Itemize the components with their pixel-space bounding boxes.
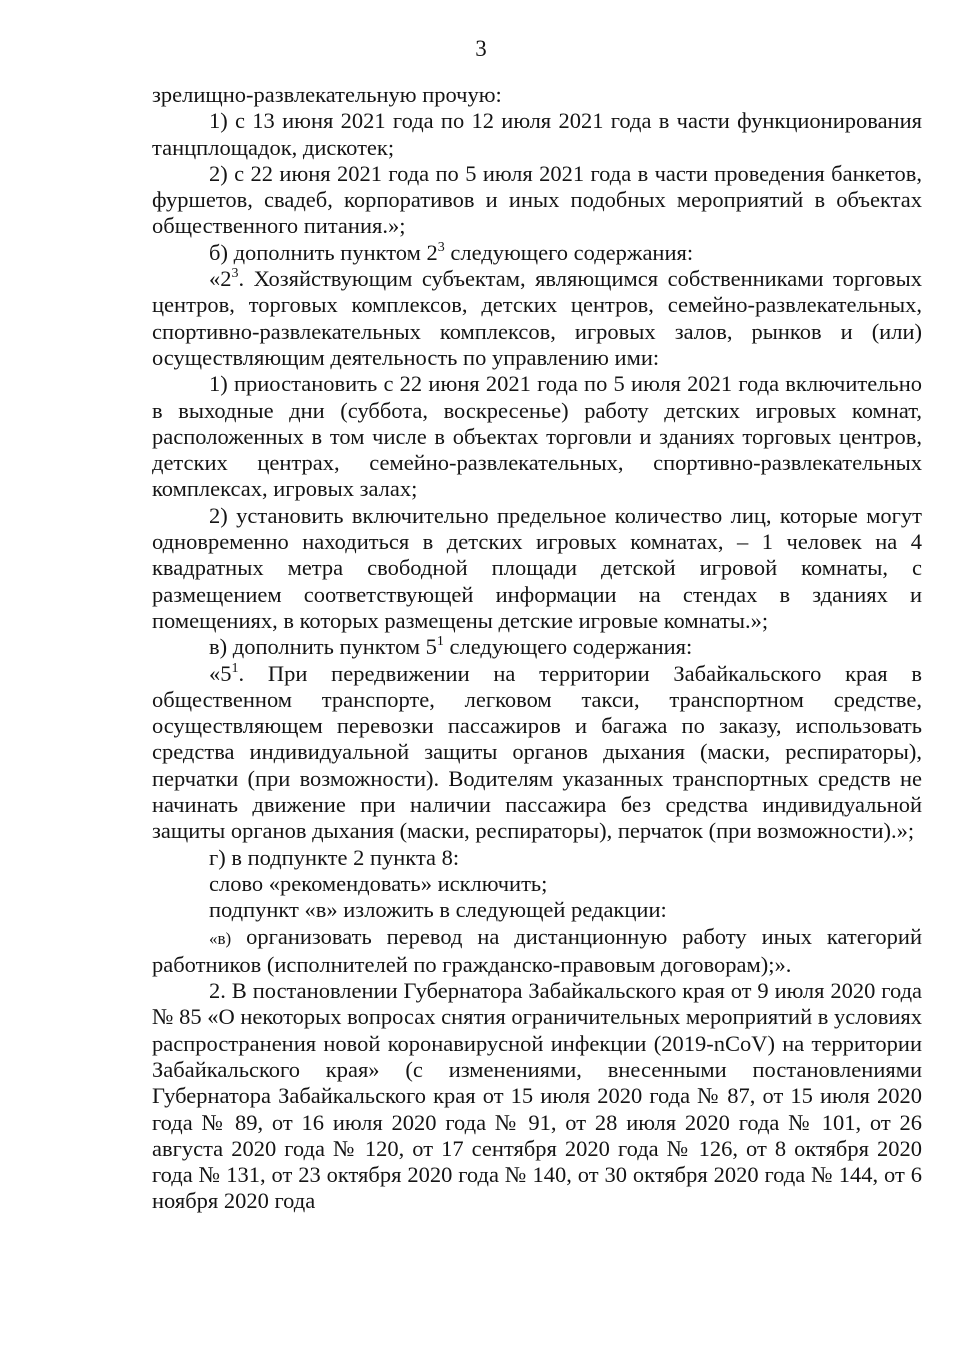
paragraph-suspend-play-rooms: 1) приостановить с 22 июня 2021 года по 5 июля 2021 года включительно в выходные дни (суббота, воскресенье) работу детских игровых комнат, расположенных в том числе в объектах торговли и зданиях торговых центров, детских центрах, семейно-развлекательных, спортивно-развлекательных комплексах, игровых залах; — [152, 371, 922, 502]
paragraph-exclude-word: слово «рекомендовать» исключить; — [209, 870, 548, 896]
superscript: 3 — [231, 266, 239, 282]
paragraph-occupancy-limit: 2) установить включительно предельное количество лиц, которые могут одновременно находиться в детских игровых комнатах, – 1 человек на 4 квадратных метра свободной площади детской игровой комнаты, с размещением соответствующей информации на стендах в зданиях и помещениях, в которых размещены детские игровые комнаты.»; — [152, 502, 922, 633]
page-number: 3 — [475, 36, 487, 61]
paragraph-item-2-banquets: 2) с 22 июня 2021 года по 5 июля 2021 года в части проведения банкетов, фуршетов, свадеб, корпоративов и иных подобных мероприятий в объектах общественного питания.»; — [152, 160, 922, 239]
subpoint-v-text-end: следующего содержания: — [443, 634, 693, 660]
paragraph-point-5-1 — [152, 661, 922, 845]
remote-work-text: организовать перевод на дистанционную работу иных категорий работников (исполнителей по гражданско-правовым договорам);». — [152, 923, 922, 977]
subpoint-v-marker: «в) — [209, 928, 232, 948]
point-5-1-text: . При передвижении на территории Забайкальского края в общественном транспорте, легковом такси, транспортном средстве, осуществляющем перевозки пассажиров и багажа по заказу, использовать средства индивидуальной защиты органов дыхания (маски, респираторы), перчатки (при возможности). Водителям указанных транспортных средств не начинать движение при наличии пассажира без средства индивидуальной защиты органов дыхания (маски, респираторы), перчаток (при возможности).»; — [152, 660, 922, 844]
superscript: 1 — [231, 660, 239, 676]
paragraph-remote-work — [152, 924, 922, 979]
point-2-3-text: . Хозяйствующим субъектам, являющимся собственниками торговых центров, торговых комплексов, детских центров, семейно-развлекательных, спортивно-развлекательных комплексов, игровых залов, рынков и (или) осуществляющим деятельность по управлению ими: — [152, 266, 922, 370]
paragraph-item-1-dance-floors: 1) с 13 июня 2021 года по 12 июля 2021 года в части функционирования танцплощадок, дискотек; — [152, 108, 922, 160]
superscript: 3 — [437, 239, 445, 255]
paragraph-section-2: 2. В постановлении Губернатора Забайкальского края от 9 июля 2020 года № 85 «О некоторых вопросах снятия ограничительных мероприятий в условиях распространения новой коронавирусной инфекции (2019-nCoV) на территории Забайкальского края» (с изменениями, внесенными постановлениями Губернатора Забайкальского края от 15 июля 2020 года № 87, от 15 июля 2020 года № 89, от 16 июля 2020 года № 91, от 28 июля 2020 года № 101, от 26 августа 2020 года № 120, от 17 сентября 2020 года № 126, от 8 октября 2020 года № 131, от 23 октября 2020 года № 140, от 30 октября 2020 года № 144, от 6 ноября 2020 года — [152, 978, 922, 1214]
point-5-1-number: «5 — [209, 660, 232, 686]
paragraph-point-2-3 — [152, 266, 922, 371]
subpoint-v-text: в) дополнить пунктом 5 — [209, 634, 437, 660]
paragraph-subpoint-v — [152, 634, 922, 660]
paragraph-subpoint-g: г) в подпункте 2 пункта 8: — [209, 844, 460, 870]
point-2-3-number: «2 — [209, 266, 232, 292]
subpoint-b-text-end: следующего содержания: — [444, 239, 694, 265]
subpoint-b-text: б) дополнить пунктом 2 — [209, 239, 438, 265]
paragraph-subpoint-b — [152, 240, 922, 266]
document-body — [152, 82, 922, 1215]
paragraph-continuation: зрелищно-развлекательную прочую: — [152, 82, 502, 107]
superscript: 1 — [436, 634, 444, 650]
paragraph-new-wording: подпункт «в» изложить в следующей редакции: — [209, 897, 667, 923]
